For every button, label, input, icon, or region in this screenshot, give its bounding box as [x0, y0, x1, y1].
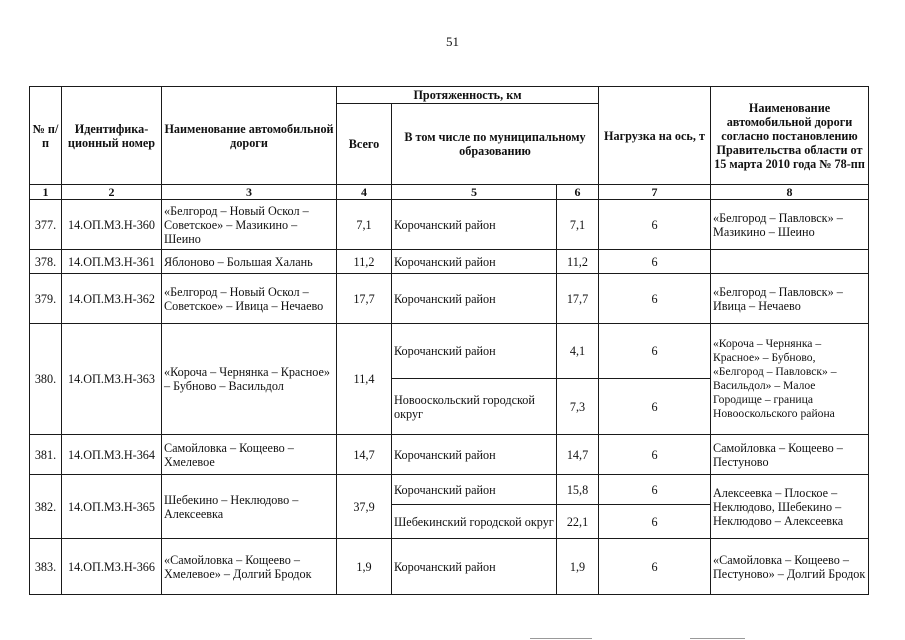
length-total: 7,1 [337, 200, 392, 250]
axle-load: 6 [599, 539, 711, 595]
length-km: 7,1 [557, 200, 599, 250]
municipality: Корочанский район [392, 539, 557, 595]
municipality: Корочанский район [392, 274, 557, 324]
length-total: 1,9 [337, 539, 392, 595]
header-num: № п/п [30, 87, 62, 185]
road-id: 14.ОП.МЗ.Н-362 [62, 274, 162, 324]
col-number: 2 [62, 185, 162, 200]
road-name: Яблоново – Большая Халань [162, 250, 337, 274]
road-name-regulation: «Короча – Чернянка – Красное» – Бубново, «Белгород – Павловск» – Васильдол» – Малое Городище – граница Новооскольского района [711, 324, 869, 435]
length-total: 11,2 [337, 250, 392, 274]
length-km: 17,7 [557, 274, 599, 324]
road-id: 14.ОП.МЗ.Н-361 [62, 250, 162, 274]
header-road-name: Наименование автомобильной дороги [162, 87, 337, 185]
col-number: 1 [30, 185, 62, 200]
road-name-regulation: «Самойловка – Кощеево – Пестуново» – Долгий Бродок [711, 539, 869, 595]
axle-load: 6 [599, 475, 711, 505]
road-id: 14.ОП.МЗ.Н-365 [62, 475, 162, 539]
road-name-regulation: Алексеевка – Плоское – Неклюдово, Шебекино – Неклюдово – Алексеевка [711, 475, 869, 539]
header-road-name-regulation: Наименование автомобильной дороги согласно постановлению Правительства области от 15 марта 2010 года № 78-пп [711, 87, 869, 185]
table-row [30, 274, 869, 324]
length-km: 11,2 [557, 250, 599, 274]
axle-load: 6 [599, 250, 711, 274]
road-name: «Белгород – Новый Оскол – Советское» – Ивица – Нечаево [162, 274, 337, 324]
row-number: 381. [30, 435, 62, 475]
column-number-row [30, 185, 869, 200]
header-row [30, 87, 869, 104]
axle-load: 6 [599, 435, 711, 475]
length-km: 4,1 [557, 324, 599, 379]
header-length: Протяженность, км [337, 87, 599, 104]
scan-mark [690, 638, 745, 639]
municipality: Новооскольский городской округ [392, 379, 557, 435]
axle-load: 6 [599, 274, 711, 324]
row-number: 380. [30, 324, 62, 435]
col-number: 7 [599, 185, 711, 200]
length-km: 14,7 [557, 435, 599, 475]
header-ident: Идентифика-ционный номер [62, 87, 162, 185]
col-number: 5 [392, 185, 557, 200]
road-name-regulation: «Белгород – Павловск» – Ивица – Нечаево [711, 274, 869, 324]
row-number: 382. [30, 475, 62, 539]
page-number: 51 [446, 34, 459, 49]
scan-mark [530, 638, 592, 639]
table-row [30, 250, 869, 274]
roads-table [29, 86, 869, 595]
road-name: Шебекино – Неклюдово – Алексеевка [162, 475, 337, 539]
road-name: «Короча – Чернянка – Красное» – Бубново – Васильдол [162, 324, 337, 435]
table-row [30, 200, 869, 250]
road-id: 14.ОП.МЗ.Н-366 [62, 539, 162, 595]
col-number: 4 [337, 185, 392, 200]
table-row [30, 539, 869, 595]
axle-load: 6 [599, 379, 711, 435]
municipality: Корочанский район [392, 475, 557, 505]
header-axle-load: Нагрузка на ось, т [599, 87, 711, 185]
length-total: 14,7 [337, 435, 392, 475]
col-number: 3 [162, 185, 337, 200]
road-name: Самойловка – Кощеево – Хмелевое [162, 435, 337, 475]
table-row [30, 435, 869, 475]
row-number: 378. [30, 250, 62, 274]
axle-load: 6 [599, 505, 711, 539]
municipality: Шебекинский городской округ [392, 505, 557, 539]
road-name-regulation: «Белгород – Павловск» – Мазикино – Шеино [711, 200, 869, 250]
road-id: 14.ОП.МЗ.Н-363 [62, 324, 162, 435]
municipality: Корочанский район [392, 200, 557, 250]
col-number: 6 [557, 185, 599, 200]
length-km: 22,1 [557, 505, 599, 539]
length-total: 37,9 [337, 475, 392, 539]
length-total: 17,7 [337, 274, 392, 324]
road-name: «Самойловка – Кощеево – Хмелевое» – Долгий Бродок [162, 539, 337, 595]
municipality: Корочанский район [392, 324, 557, 379]
road-name: «Белгород – Новый Оскол – Советское» – Мазикино – Шеино [162, 200, 337, 250]
municipality: Корочанский район [392, 435, 557, 475]
col-number: 8 [711, 185, 869, 200]
road-id: 14.ОП.МЗ.Н-364 [62, 435, 162, 475]
road-name-regulation: Самойловка – Кощеево – Пестуново [711, 435, 869, 475]
row-number: 383. [30, 539, 62, 595]
header-total: Всего [337, 104, 392, 185]
row-number: 377. [30, 200, 62, 250]
axle-load: 6 [599, 200, 711, 250]
header-including: В том числе по муниципальному образованию [392, 104, 599, 185]
road-name-regulation [711, 250, 869, 274]
length-total: 11,4 [337, 324, 392, 435]
length-km: 7,3 [557, 379, 599, 435]
row-number: 379. [30, 274, 62, 324]
table-row [30, 475, 869, 505]
table-row [30, 324, 869, 379]
road-id: 14.ОП.МЗ.Н-360 [62, 200, 162, 250]
length-km: 1,9 [557, 539, 599, 595]
axle-load: 6 [599, 324, 711, 379]
municipality: Корочанский район [392, 250, 557, 274]
length-km: 15,8 [557, 475, 599, 505]
